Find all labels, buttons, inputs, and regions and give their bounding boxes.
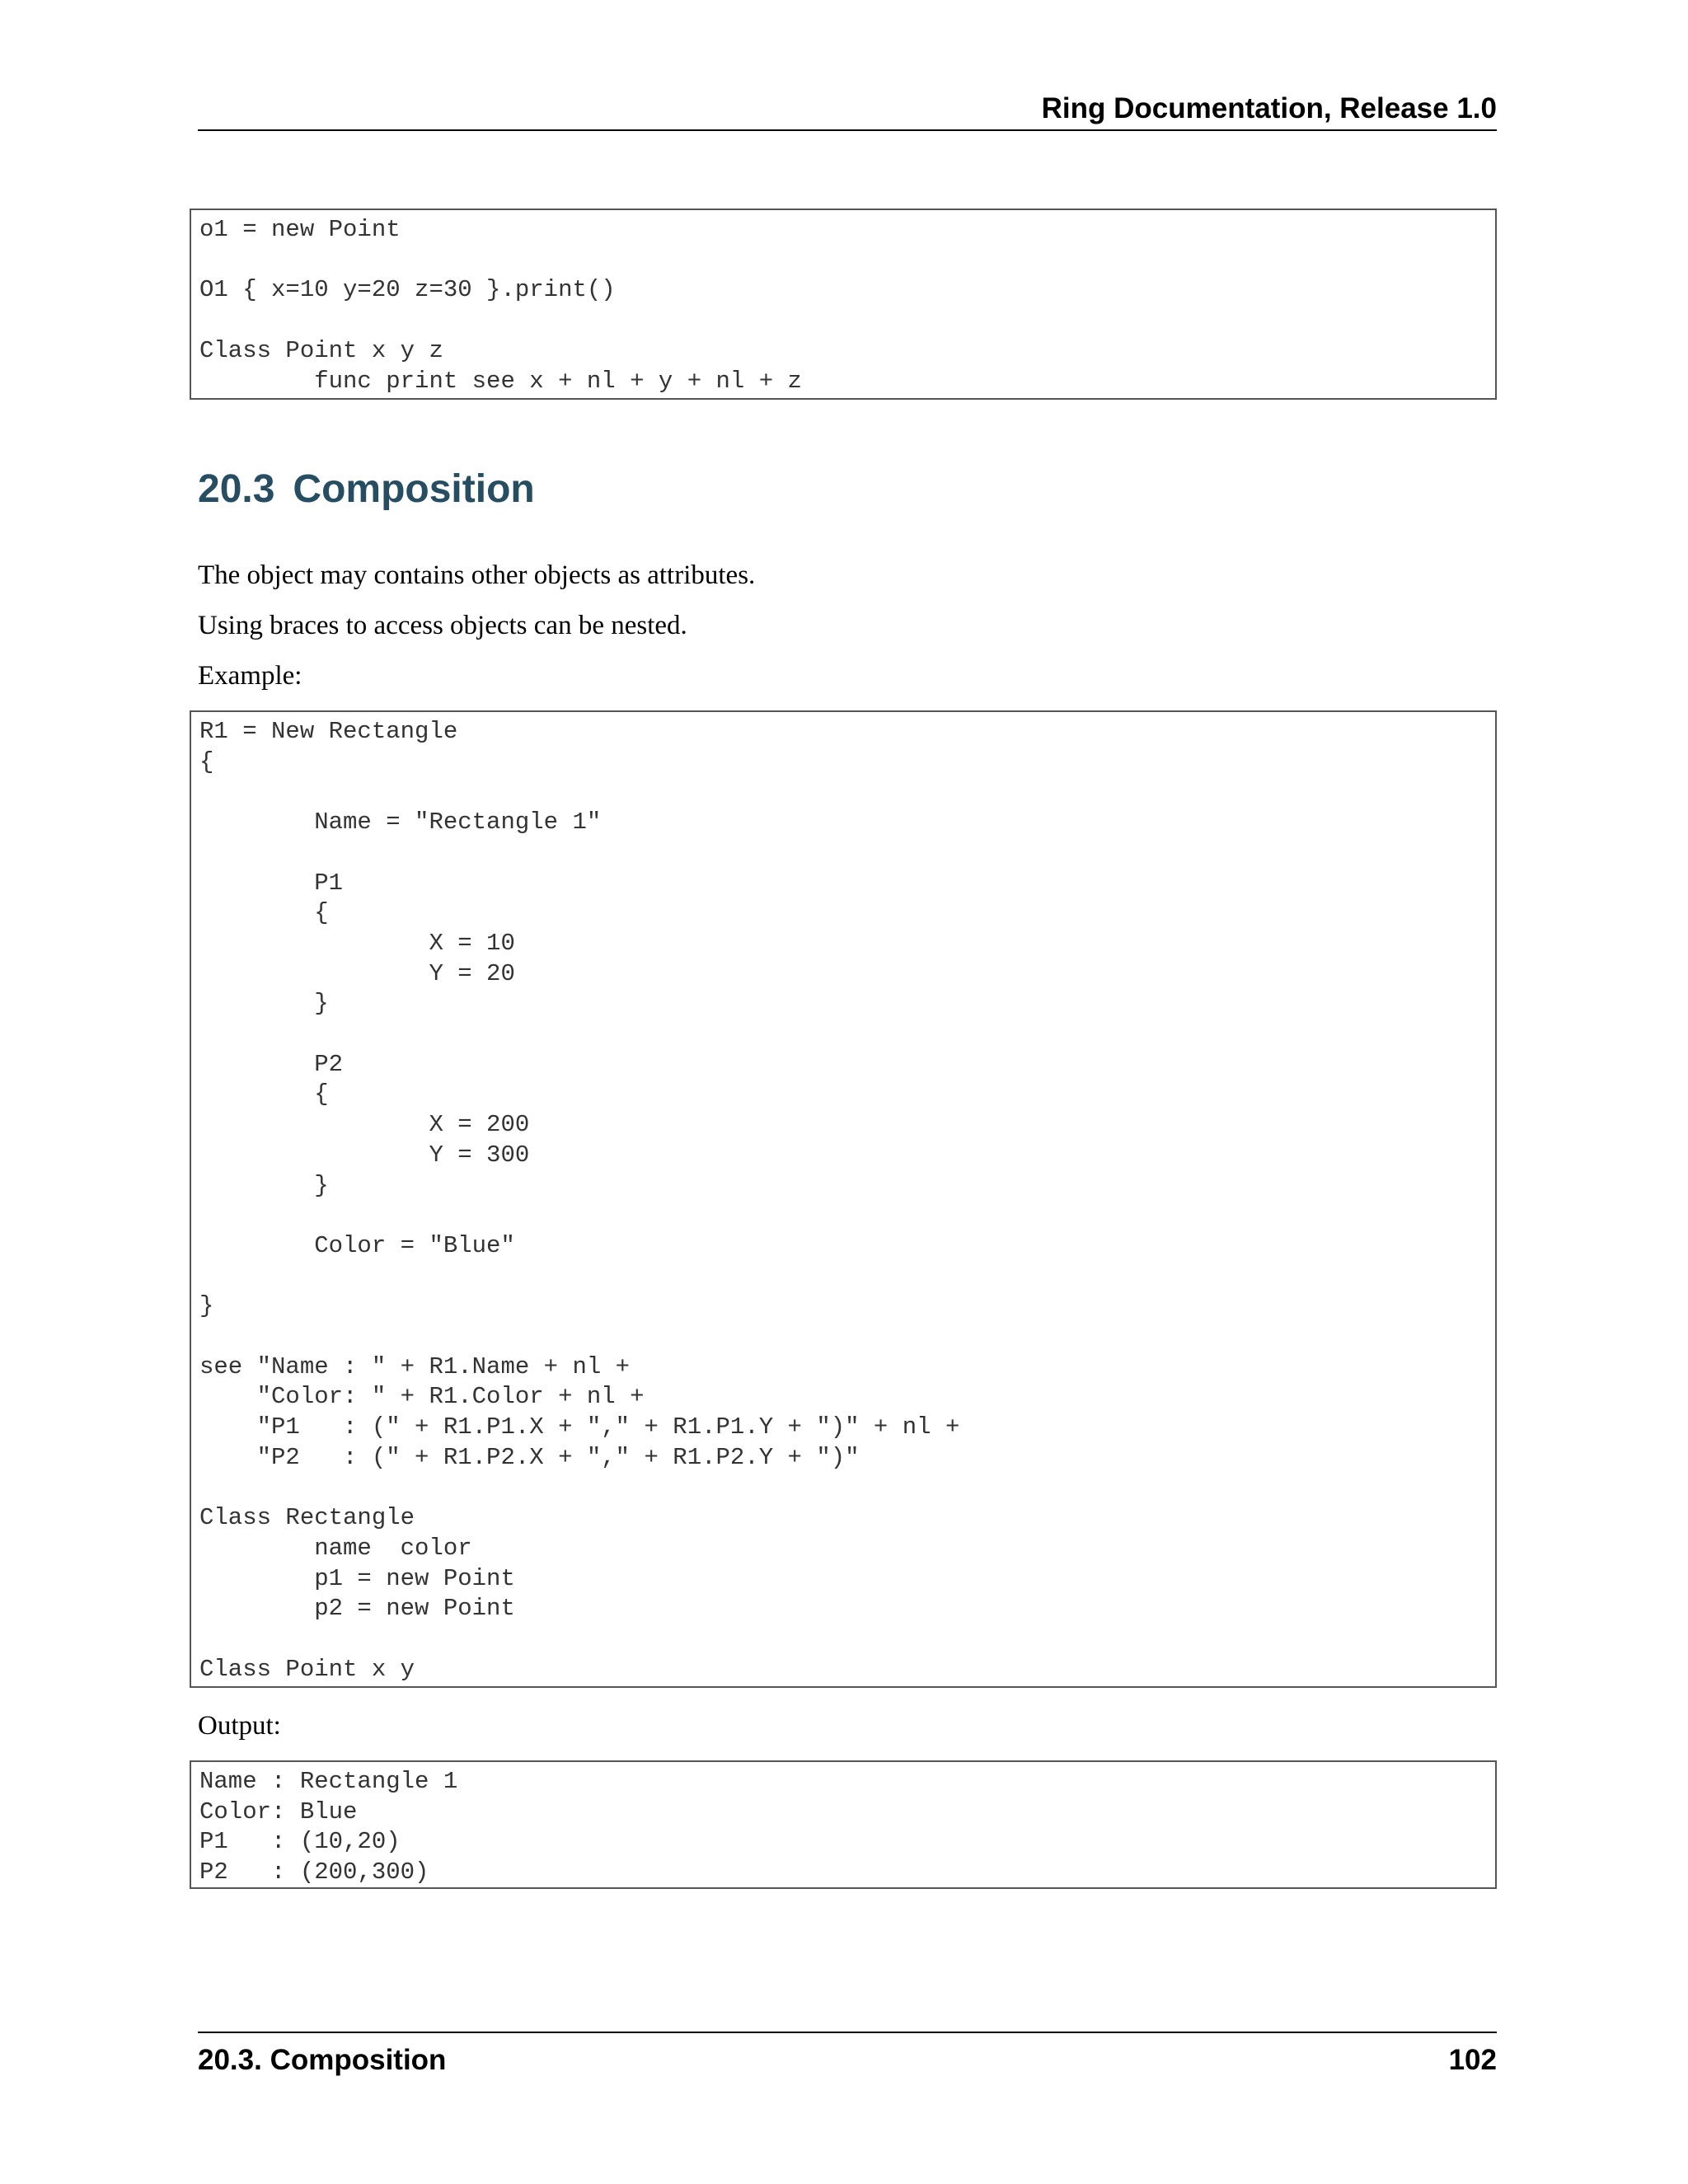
section-title: Composition [293, 467, 535, 511]
header-rule [198, 129, 1497, 131]
running-header-title: Ring Documentation, Release 1.0 [1041, 92, 1497, 124]
paragraph-attributes: The object may contains other objects as attributes. [198, 560, 756, 590]
paragraph-nested-braces: Using braces to access objects can be nested. [198, 611, 687, 640]
footer-rule [198, 2032, 1497, 2033]
section-number: 20.3 [198, 467, 275, 511]
footer-section-title: 20.3. Composition [198, 2044, 447, 2076]
paragraph-output-label: Output: [198, 1711, 281, 1741]
footer-page-number: 102 [1448, 2044, 1497, 2076]
section-heading [198, 465, 535, 514]
code-block-point-example: o1 = new Point O1 { x=10 y=20 z=30 }.print() Class Point x y z func print see x + nl + y + nl + z [190, 209, 1497, 400]
code-block-rectangle-example: R1 = New Rectangle { Name = "Rectangle 1" P1 { X = 10 Y = 20 } P2 { X = 200 Y = 300 } Color = "Blue" } see "Name : " + R1.Name + nl + "Color: " + R1.Color + nl + "P1 : (" + R1.P1.X + "," + R1.P1.Y + ")" + nl + "P2 : (" + R1.P2.X + "," + R1.P2.Y + ")" Class Rectangle name color p1 = new Point p2 = new Point Class Point x y [190, 710, 1497, 1688]
paragraph-example-label: Example: [198, 661, 302, 691]
code-block-output: Name : Rectangle 1 Color: Blue P1 : (10,20) P2 : (200,300) [190, 1760, 1497, 1889]
